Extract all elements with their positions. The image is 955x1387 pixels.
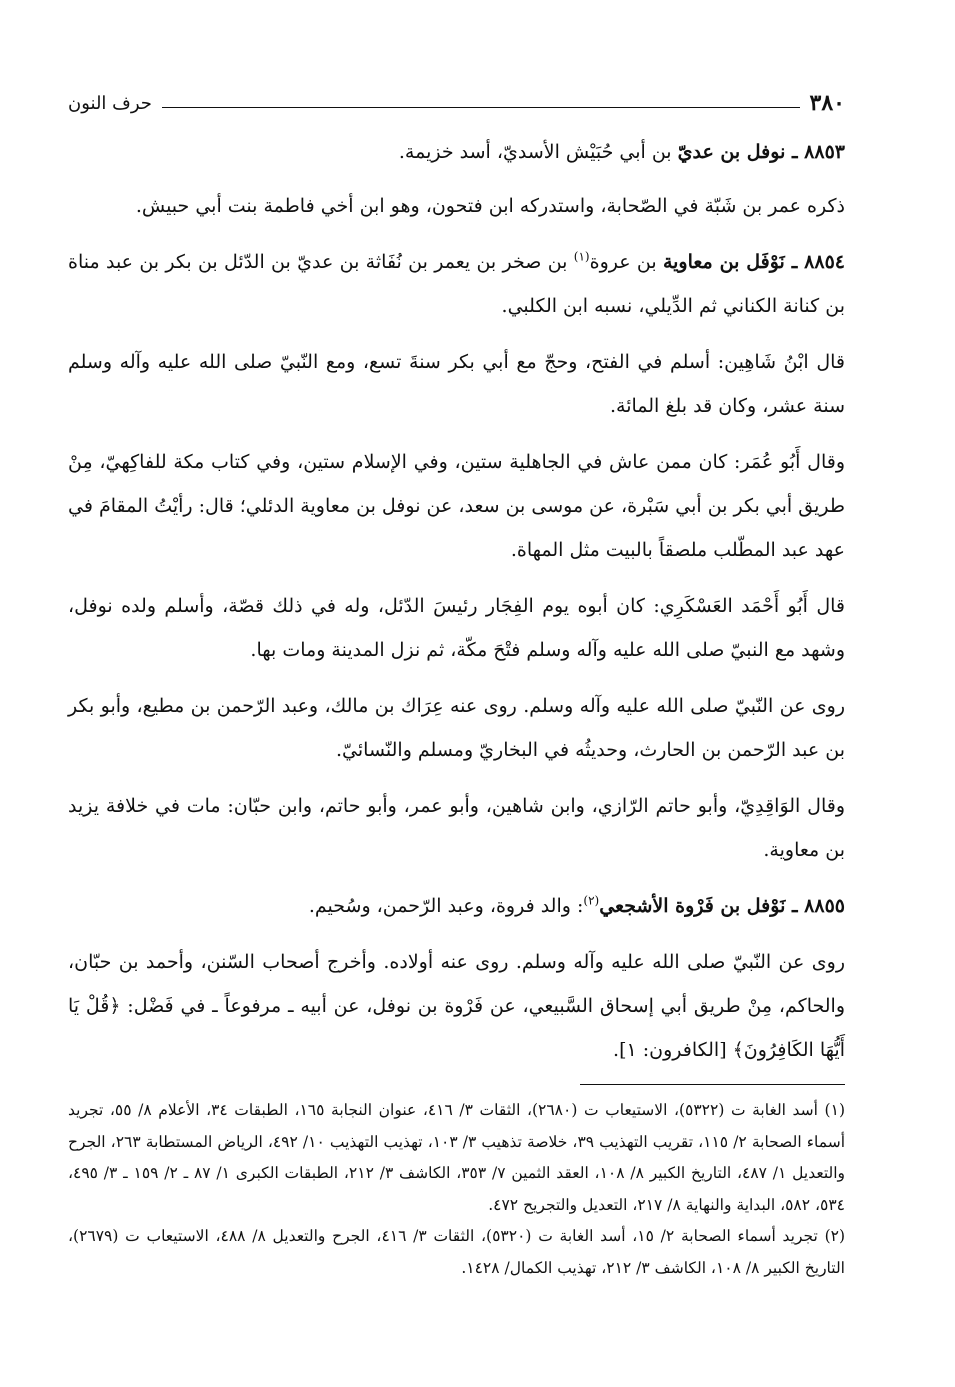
header-rule (162, 107, 800, 108)
paragraph: روى عن النّبيّ صلى الله عليه وآله وسلم. روى عنه أولاده. وأخرج أصحاب السّنن، وأحمد بن حبّان، والحاكم، مِنْ طريق أبي إسحاق السَّبيعي، عن فَرْوة بن نوفل، عن أبيه ـ مرفوعاً ـ في فَضْل: ﴿قُلْ يَا أَيُّهَا الكَافِرُونَ﴾ [الكافرون: ١]. (68, 951, 845, 1061)
entry-text: بن صخر بن يعمر بن نُفَاثة بن عديّ بن الدّئل بن بكر بن عبد مناة بن كنانة الكناني ثم الدِّيلي، نسبه ابن الكلبي. (68, 251, 845, 317)
entry-heading: ٨٨٥٤ ـ نَوْفَل بن معاوية (662, 251, 845, 273)
footnote-separator (580, 1084, 845, 1085)
entry-8855 (68, 884, 845, 928)
paragraph: وقال الوَاقِدِيّ، وأبو حاتم الرّازي، وابن شاهين، وأبو عمر، وأبو حاتم، وابن حبّان: مات في خلافة يزيد بن معاوية. (68, 795, 845, 861)
footnote-ref[interactable]: (١) (573, 249, 590, 264)
paragraph: قال ابْنُ شَاهِين: أسلم في الفتح، وحجّ مع أبي بكر سنةَ تسع، ومع النّبيّ صلى الله عليه وآله وسلم سنة عشر، وكان قد بلغ المائة. (68, 351, 845, 417)
footnote-ref[interactable]: (٢) (583, 893, 600, 908)
paragraph: وقال أَبُو عُمَر: كان ممن عاش في الجاهلية ستين، وفي الإسلام ستين، وفي كتاب مكة للفاكِهيّ، مِنْ طريق أبي بكر بن أبي سَبْرة، عن موسى بن سعد، عن نوفل بن معاوية الدئلي؛ قال: رأيْتُ المقامَ في عهد عبد المطّلب ملصقاً بالبيت مثل المهاة. (67, 451, 845, 561)
paragraph: قال أَبُو أَحْمَد العَسْكَرِي: كان أبوه يوم الفِجَار رئيسَ الدّئل، وله في ذلك قصّة، وأسلم ولده نوفل، وشهد مع النبيّ صلى الله عليه وآله وسلم فتْحَ مكّة، ثم نزل المدينة ومات بها. (68, 595, 845, 661)
page-number: ٣٨٠ (809, 90, 845, 116)
entry-text: بن أبي حُبَيْش الأسديّ، أسد خزيمة. (398, 141, 678, 163)
entry-text: بن عروة (589, 251, 663, 273)
entry-heading: ٨٨٥٥ ـ نَوْفل بن فَرْوة الأشجعي (599, 895, 845, 917)
main-text (68, 130, 845, 1072)
footnote-2: (٢) تجريد أسماء الصحابة ٢/ ١٥، أسد الغابة ت (٥٣٢٠)، الثقات ٣/ ٤١٦، الجرح والتعديل ٨/ ٤٨٨، الاستيعاب ت (٢٦٧٩)، التاريخ الكبير ٨/ ١٠٨، الكاشف ٣/ ٢١٢، تهذيب الكمال/ ١٤٢٨. (68, 1227, 846, 1277)
running-header (68, 86, 845, 120)
footnote-1: (١) أسد الغابة ت (٥٣٢٢)، الاستيعاب ت (٢٦٨٠)، الثقات ٣/ ٤١٦، عنوان النجابة ١٦٥، الطبقات ٣٤، الأعلام ٨/ ٥٥، تجريد أسماء الصحابة ٢/ ١١٥، تقريب التهذيب ٣٩، خلاصة تذهيب ٣/ ١٠٣، تهذيب التهذيب ١٠/ ٤٩٢، الرياض المستطابة ٢٦٣، الجرح والتعديل ١/ ٤٨٧، التاريخ الكبير ٨/ ١٠٨، العقد الثمين ٧/ ٣٥٣، الكاشف ٣/ ٢١٢، الطبقات الكبرى ١/ ٨٧ ـ ٢/ ١٥٩ ـ ٣/ ٤٩٥، ٥٣٤، ٥٨٢، البداية والنهاية ٨/ ٢١٧، التعديل والتجريح ٤٧٢. (68, 1101, 846, 1214)
entry-heading: ٨٨٥٣ ـ نوفل بن عديّ (677, 141, 845, 163)
entry-8853 (68, 130, 845, 174)
chapter-title: حرف النون (68, 92, 152, 114)
paragraph: ذكره عمر بن شَبّة في الصّحابة، واستدركه ابن فتحون، وهو ابن أخي فاطمة بنت أبي حبيش. (135, 195, 845, 217)
entry-8854 (68, 240, 845, 328)
entry-text: : والد فروة، وعبد الرّحمن، وسُحيم. (308, 895, 584, 917)
paragraph: روى عن النّبيّ صلى الله عليه وآله وسلم. روى عنه عِرَاك بن مالك، وعبد الرّحمن بن مطيع، وأبو بكر بن عبد الرّحمن بن الحارث، وحديثُه في البخاريّ ومسلم والنّسائيّ. (68, 695, 845, 761)
footnotes (68, 1095, 845, 1284)
